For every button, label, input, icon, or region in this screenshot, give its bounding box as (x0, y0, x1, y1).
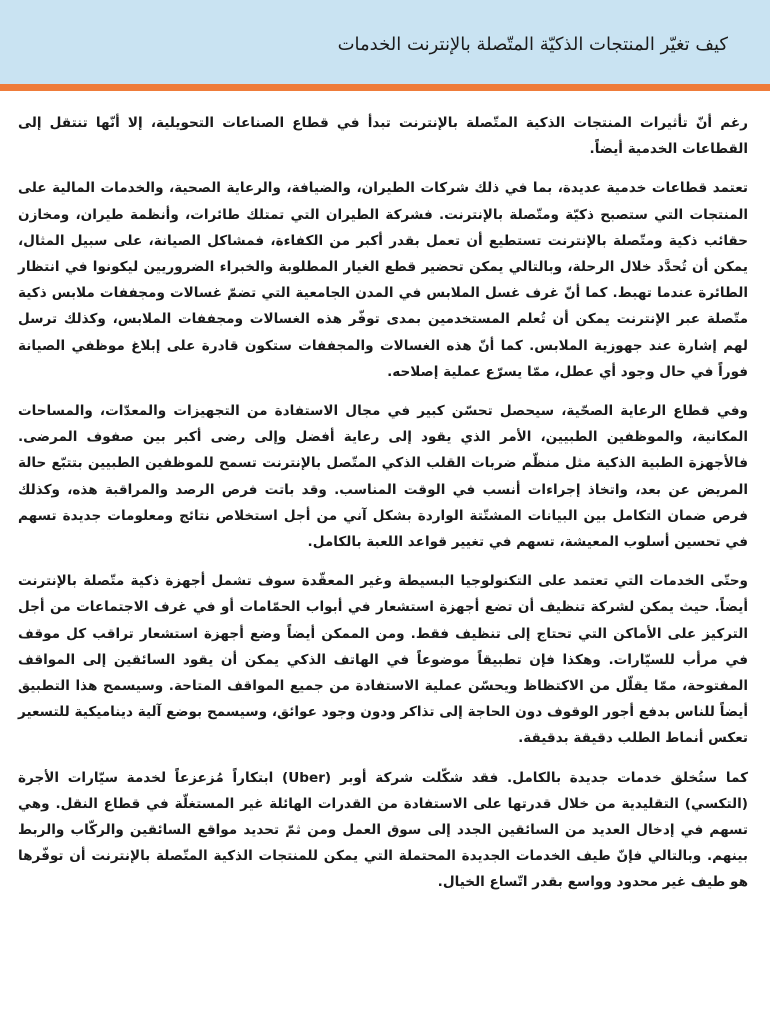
paragraph-service-sectors: تعتمد قطاعات خدمية عديدة، بما في ذلك شركات الطيران، والضيافة، والرعاية الصحية، والخدمات المالية على المنتجات التي ستصبح ذكيّة ومتّصلة بالإنترنت. فشركة الطيران التي تمتلك طائرات، وأنظمة طيران، ومخازن حقائب ذكية ومتّصلة بالإنترنت تستطيع أن تعمل بقدر أكبر من الكفاءة، فمشاكل الصيانة، على سبيل المثال، يمكن أن تُحدَّد خلال الرحلة، وبالتالي يمكن تحضير قطع الغيار المطلوبة والخبراء الضروريين ليكونوا في انتظار الطائرة عندما تهبط. كما أنّ غرف غسل الملابس في المدن الجامعية التي تضمّ غسالات ومجففات ملابس ذكية متّصلة عبر الإنترنت يمكن أن تُعلم المستخدمين بمدى توفّر هذه الغسالات ومجففات الملابس، وكذلك ترسل لهم إشارة عند جهوزية الملابس. كما أنّ هذه الغسالات والمجففات ستكون قادرة على إبلاغ موظفي الصيانة فوراً في حال وجود أي عطل، ممّا يسرّع عملية إصلاحه. (18, 180, 748, 380)
paragraph-low-tech-services: وحتّى الخدمات التي تعتمد على التكنولوجيا البسيطة وغير المعقّدة سوف تشمل أجهزة ذكية متّصلة بالإنترنت أيضاً. حيث يمكن لشركة تنظيف أن تضع أجهزة استشعار في أبواب الحمّامات أو في غرف الاجتماعات من أجل التركيز على الأماكن التي تحتاج إلى تنظيف فقط. ومن الممكن أيضاً وضع أجهزة استشعار تراقب كل موقف في مرأب للسيّارات. وهكذا فإن تطبيقاً موضوعاً في الهاتف الذكي يمكن أن يقود السائقين إلى المواقف المفتوحة، ممّا يقلّل من الاكتظاظ ويحسّن عملية الاستفادة من جميع المواقف المتاحة. وسيسمح هذا التطبيق أيضاً للناس بدفع أجور الوقوف دون الحاجة إلى تذاكر ودون وجود عوائق، وسيسمح بوضع آلية ديناميكية للتسعير تعكس أنماط الطلب دقيقة بدقيقة. (18, 573, 748, 747)
paragraph-intro: رغم أنّ تأثيرات المنتجات الذكية المتّصلة بالإنترنت تبدأ في قطاع الصناعات التحويلية، إلا أنّها تنتقل إلى القطاعات الخدمية أيضاً. (18, 115, 748, 158)
article-body (18, 110, 748, 909)
paragraph-new-services: كما ستُخلق خدمات جديدة بالكامل. فقد شكّلت شركة أوبر (Uber) ابتكاراً مُزعزعاً لخدمة سيّارات الأجرة (التكسي) التقليدية من خلال قدرتها على الاستفادة من القدرات الهائلة غير المستغلّة في قطاع النقل. وهي تسهم في إدخال العديد من السائقين الجدد إلى سوق العمل ومن ثمّ تحديد مواقع السائقين والركّاب والربط بينهم. وبالتالي فإنّ طيف الخدمات الجديدة المحتملة التي يمكن للمنتجات الذكية المتّصلة بالإنترنت أن توفّرها هو طيف غير محدود وواسع بقدر اتّساع الخيال. (18, 769, 748, 891)
header-divider (0, 84, 770, 91)
paragraph-healthcare: وفي قطاع الرعاية الصحّية، سيحصل تحسّن كبير في مجال الاستفادة من التجهيزات والمعدّات، والمساحات المكانية، والموظفين الطبيين، الأمر الذي يقود إلى رعاية أفضل وإلى رضى أكبر بين صفوف المرضى. فالأجهزة الطبية الذكية مثل منظّم ضربات القلب الذكي المتّصل بالإنترنت تسمح للموظفين الطبيين بتتبّع حالة المريض عن بعد، واتخاذ إجراءات أنسب في الوقت المناسب. وقد باتت فرص الرصد والمراقبة هذه، وكذلك فرص ضمان التكامل بين البيانات المشتّتة الواردة بشكل آني من أجل استخلاص نتائج ومعلومات جديدة تسهم في تحسين أسلوب المعيشة، تسهم في تغيير قواعد اللعبة بالكامل. (18, 403, 748, 551)
page-title: كيف تغيّر المنتجات الذكيّة المتّصلة بالإنترنت الخدمات (337, 34, 728, 55)
